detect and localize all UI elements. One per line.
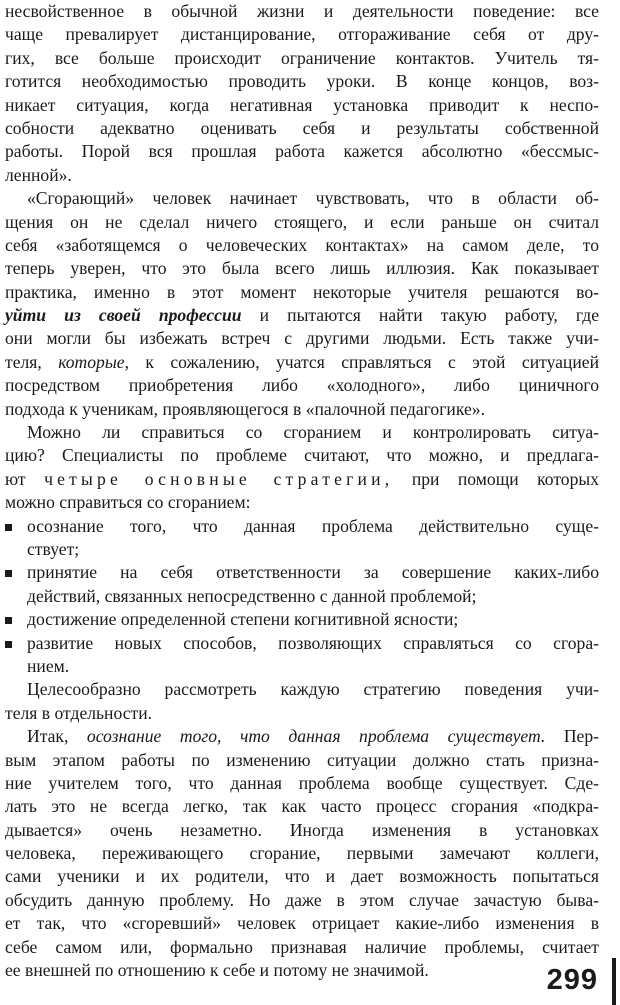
text-line: цию? Специалисты по проблеме считают, что можно, и предлага- <box>5 445 599 466</box>
text-line: Можно ли справиться со сгоранием и контролировать ситуа- <box>27 422 599 443</box>
edge-marker-bar <box>612 958 616 1005</box>
text-line: человека, переживающего сгорание, первыми замечают коллеги, <box>5 843 599 864</box>
text-line: они могли бы избежать встреч с другими людьми. Есть также учи- <box>5 328 599 349</box>
text-line: щения он не сделал ничего стоящего, и если раньше он считал <box>5 211 599 232</box>
italic-phrase: осознание того, что данная проблема существует. <box>86 726 546 747</box>
text-line: сами ученики и их родители, что и дает возможность попытаться <box>5 866 599 887</box>
text-line: собности адекватно оценивать себя и результаты собственной <box>5 117 599 138</box>
text-fragment: и пытаются найти такую работу, где <box>241 305 599 326</box>
page-number: 299 <box>546 964 598 996</box>
text-line: посредством приобретения либо «холодного», либо циничного <box>5 375 599 396</box>
paragraph-2 <box>5 187 599 421</box>
text-line <box>5 608 599 631</box>
text-line: нием. <box>27 655 70 676</box>
text-fragment: при помощи которых <box>393 468 600 489</box>
bullet-square-icon <box>5 641 12 648</box>
text-line: ленной». <box>5 164 72 185</box>
text-fragment: Пер- <box>545 726 599 747</box>
bullet-square-icon <box>5 617 12 624</box>
book-page <box>5 0 599 982</box>
list-item <box>5 561 599 608</box>
text-line: Целесообразно рассмотреть каждую стратегию поведения учи- <box>27 679 599 700</box>
paragraph-5 <box>5 725 599 982</box>
text-line: подхода к ученикам, проявляющегося в «палочной педагогике». <box>5 398 485 419</box>
list-item-text: развитие новых способов, позволяющих справляться со сгора- <box>27 632 599 653</box>
emphasis-phrase: уйти из своей профессии <box>5 305 242 326</box>
list-item-text: достижение определенной степени когнитивной ясности; <box>27 609 459 630</box>
text-line <box>5 561 599 584</box>
list-item <box>5 608 599 631</box>
bullet-square-icon <box>5 570 12 577</box>
text-line: себя «заботящемся о человеческих контактах» на самом деле, то <box>5 234 599 255</box>
spaced-phrase: четыре основные стратегии, <box>44 468 394 489</box>
text-fragment: , к сожалению, учатся справляться с этой ситуацией <box>124 351 599 372</box>
text-line: ет так, что «сгоревший» человек отрицает какие-либо изменения в <box>5 913 599 934</box>
page-footer <box>0 958 620 1005</box>
text-line: работы. Порой вся прошлая работа кажется абсолютно «бессмыс- <box>5 141 599 162</box>
text-line: никает ситуация, когда негативная установка приводит к неспо- <box>5 94 599 115</box>
text-fragment: ют <box>5 468 45 489</box>
paragraph-4 <box>5 678 599 725</box>
text-line: ствует; <box>27 538 80 559</box>
paragraph-3 <box>5 421 599 515</box>
list-item <box>5 515 599 562</box>
text-line: гих, все больше происходит ограничение контактов. Учитель тя- <box>5 47 599 68</box>
text-line: теля в отдельности. <box>5 702 153 723</box>
italic-word: которые <box>58 351 125 372</box>
text-line: себе самом или, формально признавая наличие проблемы, считает <box>5 936 599 957</box>
list-item-text: осознание того, что данная проблема действительно суще- <box>27 515 599 536</box>
text-line: лать это не всегда легко, так как часто процесс сгорания «подкра- <box>5 796 599 817</box>
strategy-list <box>5 515 599 679</box>
text-line <box>5 515 599 538</box>
text-fragment: Итак, <box>27 726 87 747</box>
text-line: можно справиться со сгоранием: <box>5 492 251 513</box>
text-line <box>5 632 599 655</box>
text-line: чаще превалирует дистанцирование, отгораживание себя от дру- <box>5 24 599 45</box>
text-line <box>5 468 599 491</box>
text-fragment: теля, <box>5 351 59 372</box>
text-line: ние учителем того, что данная проблема вообще существует. Сде- <box>5 772 599 793</box>
text-line <box>5 725 599 748</box>
text-line: ее внешней по отношению к себе и потому не значимой. <box>5 960 429 981</box>
text-line: действий, связанных непосредственно с данной проблемой; <box>27 585 477 606</box>
text-line: вым этапом работы по изменению ситуации должно стать призна- <box>5 749 599 770</box>
text-line: теперь уверен, что это была всего лишь иллюзия. Как показывает <box>5 258 599 279</box>
text-line: обсудить данную проблему. Но даже в этом случае зачастую быва- <box>5 889 599 910</box>
text-line: «Сгорающий» человек начинает чувствовать, что в области об- <box>27 188 599 209</box>
text-line: готится необходимостью проводить уроки. В конце концов, воз- <box>5 71 599 92</box>
text-line <box>5 304 599 327</box>
list-item-text: принятие на себя ответственности за совершение каких-либо <box>27 562 599 583</box>
text-line: несвойственное в обычной жизни и деятельности поведение: все <box>5 1 599 21</box>
list-item <box>5 632 599 679</box>
text-line <box>5 351 599 374</box>
paragraph-1 <box>5 0 599 187</box>
text-line: дывается» очень незаметно. Иногда изменения в установках <box>5 819 599 840</box>
bullet-square-icon <box>5 524 12 531</box>
text-line: практика, именно в этот момент некоторые учителя решаются во- <box>5 281 599 302</box>
